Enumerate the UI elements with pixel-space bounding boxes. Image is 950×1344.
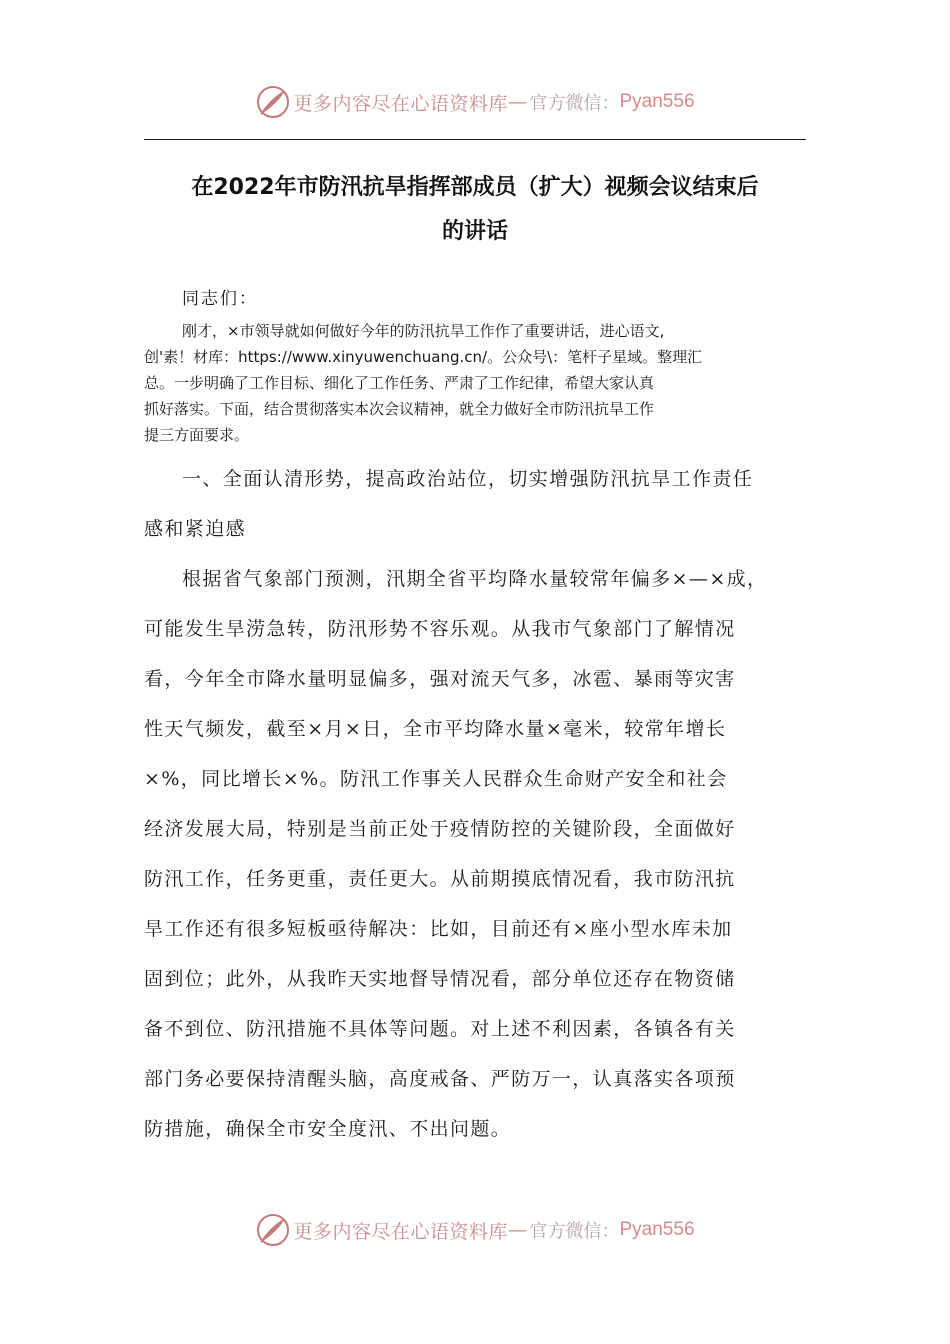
text-line: ×%，同比增长×%。防汛工作事关人民群众生命财产安全和社会 xyxy=(144,768,728,790)
text-line: 看，今年全市降水量明显偏多，强对流天气多，冰雹、暴雨等灾害 xyxy=(144,668,736,690)
text-line: 防措施，确保全市安全度汛、不出问题。 xyxy=(144,1118,512,1140)
text-line: 根据省气象部门预测，汛期全省平均降水量较常年偏多×—×成， xyxy=(182,568,768,590)
footer-brand xyxy=(0,1210,950,1250)
text-line: 提三方面要求。 xyxy=(144,426,250,444)
text-line: 总。一步明确了工作目标、细化了工作任务、严肃了工作纪律，希望大家认真 xyxy=(144,374,655,392)
title-line: 的讲话 xyxy=(441,219,508,244)
text-line: 经济发展大局，特别是当前正处于疫情防控的关键阶段，全面做好 xyxy=(144,818,736,840)
brand-wechat-id: Pyan556 xyxy=(619,1219,695,1240)
text-line: 防汛工作，任务更重，责任更大。从前期摸底情况看，我市防汛抗 xyxy=(144,868,736,890)
quill-pen-logo-icon xyxy=(255,84,291,120)
section-heading-line: 一、全面认清形势，提高政治站位，切实增强防汛抗旱工作责任 xyxy=(182,468,754,490)
text-line: 创'素！材库：https://www.xinyuwenchuang.cn/。公众号\：笔杆子星域。整理汇 xyxy=(144,348,703,366)
header-divider xyxy=(144,139,806,140)
text-line: 刚才，×市领导就如何做好今年的防汛抗旱工作作了重要讲话，进心语文, xyxy=(182,322,665,340)
text-line: 备不到位、防汛措施不具体等问题。对上述不利因素，各镇各有关 xyxy=(144,1018,736,1040)
text-line: 可能发生旱涝急转，防汛形势不容乐观。从我市气象部门了解情况 xyxy=(144,618,736,640)
brand-title: 更多内容尽在心语资料库 xyxy=(293,92,508,115)
text-line: 旱工作还有很多短板亟待解决：比如，目前还有×座小型水库未加 xyxy=(144,918,733,940)
page-title xyxy=(144,166,806,254)
text-line: 固到位；此外，从我昨天实地督导情况看，部分单位还存在物资储 xyxy=(144,968,736,990)
text-line: 性天气频发，截至×月×日，全市平均降水量×毫米，较常年增长 xyxy=(144,718,727,740)
intro-paragraph xyxy=(144,318,808,448)
body-text xyxy=(144,454,808,1154)
quill-pen-logo-icon xyxy=(255,1212,291,1248)
text-line: 部门务必要保持清醒头脑，高度戒备、严防万一，认真落实各项预 xyxy=(144,1068,736,1090)
text-line: 抓好落实。下面，结合贯彻落实本次会议精神，就全力做好全市防汛抗旱工作 xyxy=(144,400,655,418)
brand-wechat-label: 官方微信： xyxy=(529,93,620,114)
greeting: 同志们： xyxy=(182,289,258,309)
brand-title: 更多内容尽在心语资料库 xyxy=(293,1220,508,1243)
brand-wechat-id: Pyan556 xyxy=(619,91,695,112)
title-line: 在2022年市防汛抗旱指挥部成员（扩大）视频会议结束后 xyxy=(191,175,759,200)
brand-wechat-label: 官方微信： xyxy=(529,1221,620,1242)
brand-dash: — xyxy=(508,91,528,113)
header-brand xyxy=(0,82,950,122)
brand-dash: — xyxy=(508,1219,528,1241)
section-heading-line: 感和紧迫感 xyxy=(144,518,247,540)
